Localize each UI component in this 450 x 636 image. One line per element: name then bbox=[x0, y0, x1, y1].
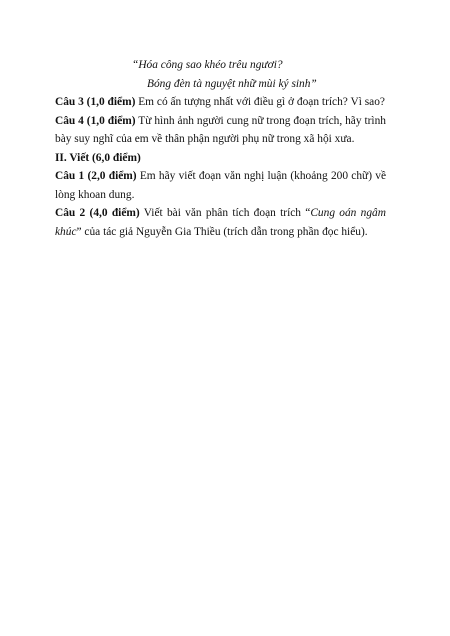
question-4-label: Câu 4 (1,0 điểm) bbox=[55, 114, 136, 127]
poem-line-2: Bóng đèn tà nguyệt nhữ mùi ký sinh” bbox=[147, 77, 317, 90]
writing-question-2-text-after: ” của tác giả Nguyễn Gia Thiều (trích dẫn trong phần đọc hiểu). bbox=[76, 225, 368, 238]
poem-line-1: “Hóa công sao khéo trêu ngươi? bbox=[132, 59, 283, 71]
writing-question-2-label: Câu 2 (4,0 điểm) bbox=[55, 207, 140, 219]
section-heading-writing-text: II. Viết (6,0 điểm) bbox=[55, 151, 141, 164]
writing-question-1-text: Em hãy viết đoạn văn nghị luận (khoảng 200 chữ) về lòng khoan dung. bbox=[55, 170, 386, 201]
question-3-label: Câu 3 (1,0 điểm) bbox=[55, 96, 136, 108]
writing-question-1 bbox=[55, 167, 386, 204]
writing-question-1-label: Câu 1 (2,0 điểm) bbox=[55, 170, 137, 182]
work-title: Cung oán ngâm khúc bbox=[55, 207, 386, 238]
writing-question-2 bbox=[55, 204, 386, 241]
question-4 bbox=[55, 112, 386, 149]
document-content bbox=[55, 56, 386, 241]
question-3 bbox=[55, 93, 386, 112]
question-4-text: Từ hình ảnh người cung nữ trong đoạn trích, hãy trình bày suy nghĩ của em về thân phận người phụ nữ trong xã hội xưa. bbox=[55, 114, 386, 145]
section-heading-writing bbox=[55, 149, 386, 168]
question-3-text: Em có ấn tượng nhất với điều gì ở đoạn trích? Vì sao? bbox=[135, 96, 385, 108]
writing-question-2-text-before: Viết bài văn phân tích đoạn trích “ bbox=[139, 207, 311, 219]
